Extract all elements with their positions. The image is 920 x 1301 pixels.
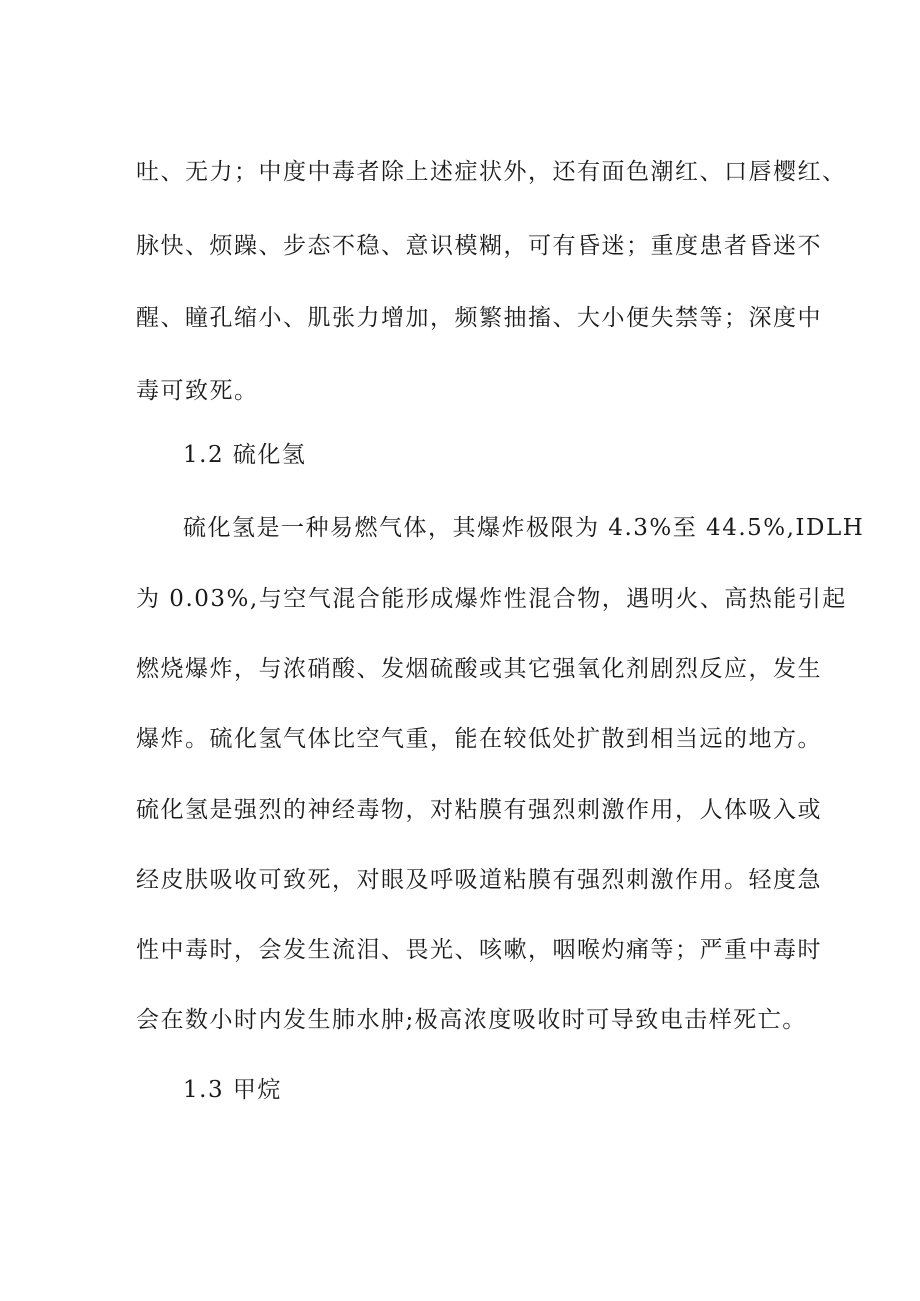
paragraph-line: 醒、瞳孔缩小、肌张力增加，频繁抽搐、大小便失禁等；深度中 xyxy=(136,305,822,331)
paragraph-line: 会在数小时内发生肺水肿;极高浓度吸收时可导致电击样死亡。 xyxy=(136,1007,807,1033)
paragraph-line: 毒可致死。 xyxy=(136,378,259,404)
section-heading-1-3: 1.3 甲烷 xyxy=(183,1077,282,1103)
paragraph-line: 吐、无力；中度中毒者除上述症状外，还有面色潮红、口唇樱红、 xyxy=(136,159,847,185)
section-heading-1-2: 1.2 硫化氢 xyxy=(183,442,307,468)
paragraph-line: 硫化氢是一种易燃气体，其爆炸极限为 4.3%至 44.5%,IDLH xyxy=(183,515,865,541)
paragraph-line: 爆炸。硫化氢气体比空气重，能在较低处扩散到相当远的地方。 xyxy=(136,726,822,752)
paragraph-line: 性中毒时，会发生流泪、畏光、咳嗽，咽喉灼痛等；严重中毒时 xyxy=(136,937,822,963)
paragraph-line: 为 0.03%,与空气混合能形成爆炸性混合物，遇明火、高热能引起 xyxy=(136,586,847,612)
paragraph-line: 硫化氢是强烈的神经毒物，对粘膜有强烈刺激作用，人体吸入或 xyxy=(136,797,822,823)
paragraph-line: 脉快、烦躁、步态不稳、意识模糊，可有昏迷；重度患者昏迷不 xyxy=(136,233,822,259)
paragraph-line: 经皮肤吸收可致死，对眼及呼吸道粘膜有强烈刺激作用。轻度急 xyxy=(136,867,822,893)
paragraph-line: 燃烧爆炸，与浓硝酸、发烟硫酸或其它强氧化剂剧烈反应，发生 xyxy=(136,656,822,682)
